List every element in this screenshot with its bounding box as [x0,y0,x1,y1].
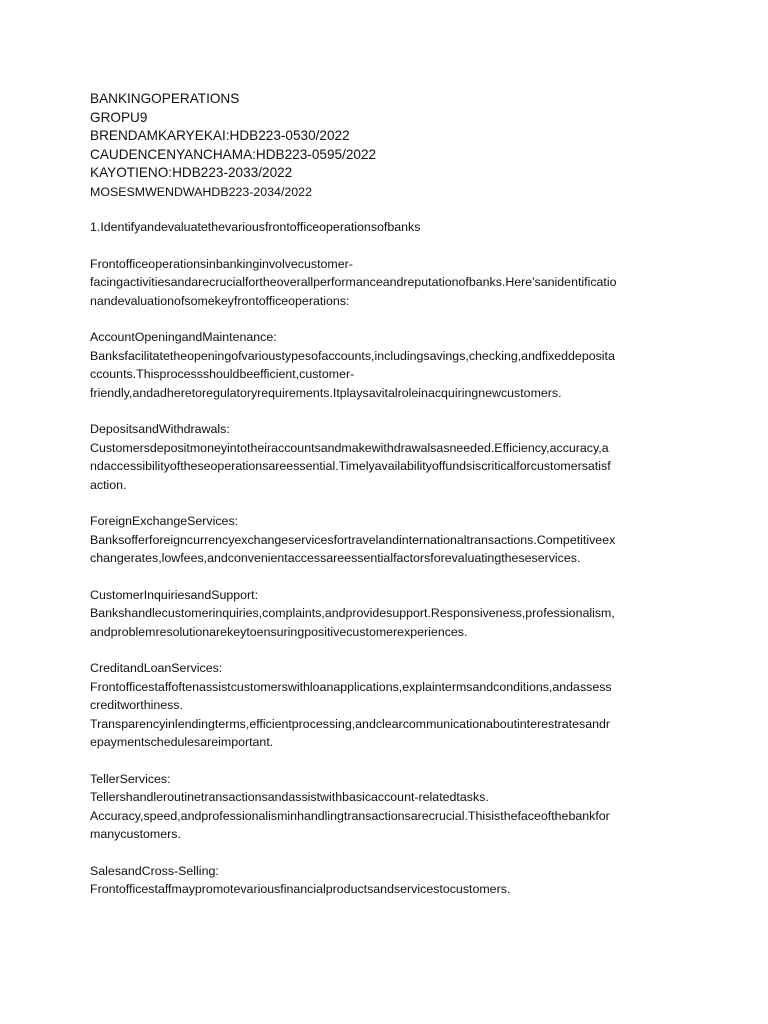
section-heading: AccountOpeningandMaintenance: [90,330,277,345]
section-line: friendly,andadheretoregulatoryrequirements.Itplaysavitalroleinacquiringnewcustomers. [90,385,562,400]
section-heading: CustomerInquiriesandSupport: [90,587,259,602]
section-heading: ForeignExchangeServices: [90,514,239,529]
section-line: Frontofficestaffmaypromotevariousfinancialproductsandservicestocustomers. [90,882,511,897]
section-line: ndaccessibilityoftheseoperationsareessential.Timelyavailabilityoffundsiscriticalforcustomersatisf [90,459,611,474]
section-line: Customersdepositmoneyintotheiraccountsandmakewithdrawalsasneeded.Efficiency,accuracy,a [90,440,609,455]
section-heading: CreditandLoanServices: [90,661,223,676]
question-heading: 1.Identifyandevaluatethevariousfrontofficeoperationsofbanks [90,219,421,234]
section-line: creditworthiness. [90,698,183,713]
section-line: Transparencyinlendingterms,efficientprocessing,andclearcommunicationaboutinterestratesandr [90,716,611,731]
section-sales [90,862,690,899]
section-line: action. [90,477,127,492]
section-credit-loan [90,659,690,752]
section-line: Tellershandleroutinetransactionsandassistwithbasicaccount-relatedtasks. [90,790,489,805]
intro-paragraph [90,255,690,311]
section-heading: DepositsandWithdrawals: [90,422,230,437]
document-page [90,90,690,899]
section-line: changerates,lowfees,andconvenientaccessareessentialfactorsforevaluatingtheseservices. [90,551,581,566]
section-line: Accuracy,speed,andprofessionalisminhandlingtransactionsarecrucial.Thisisthefaceofthebankfor [90,808,610,823]
section-deposits [90,420,690,494]
section-line: Banksofferforeigncurrencyexchangeservicesfortravelandinternationaltransactions.Competitiveex [90,532,616,547]
section-line: Frontofficestaffoftenassistcustomerswithloanapplications,explaintermsandconditions,andassess [90,679,612,694]
intro-line: nandevaluationofsomekeyfrontofficeoperations: [90,293,350,308]
section-customer-support [90,586,690,642]
intro-line: facingactivitiesandarecrucialfortheoverallperformanceandreputationofbanks.Here'sanidentificatio [90,275,617,290]
section-line: andproblemresolutionarekeytoensuringpositivecustomerexperiences. [90,624,468,639]
section-foreign-exchange [90,512,690,568]
section-account-opening [90,328,690,402]
member-1: BRENDAMKARYEKAI:HDB223-0530/2022 [90,128,350,144]
member-3: KAYOTIENO:HDB223-2033/2022 [90,165,293,181]
section-line: manycustomers. [90,827,181,842]
section-teller [90,770,690,844]
section-line: ccounts.Thisprocessshouldbeefficient,customer- [90,367,355,382]
course-title: BANKINGOPERATIONS [90,91,240,106]
section-heading: TellerServices: [90,771,171,786]
section-line: epaymentschedulesareimportant. [90,735,274,750]
member-2: CAUDENCENYANCHAMA:HDB223-0595/2022 [90,146,377,162]
section-heading: SalesandCross-Selling: [90,863,219,878]
section-line: Banksfacilitatetheopeningofvarioustypesofaccounts,includingsavings,checking,andfixeddeposita [90,348,615,363]
member-4: MOSESMWENDWAHDB223-2034/2022 [90,184,312,199]
group-name: GROPU9 [90,109,148,125]
section-line: Bankshandlecustomerinquiries,complaints,andprovidesupport.Responsiveness,professionalism, [90,606,615,621]
intro-line: Frontofficeoperationsinbankinginvolvecustomer- [90,256,353,271]
